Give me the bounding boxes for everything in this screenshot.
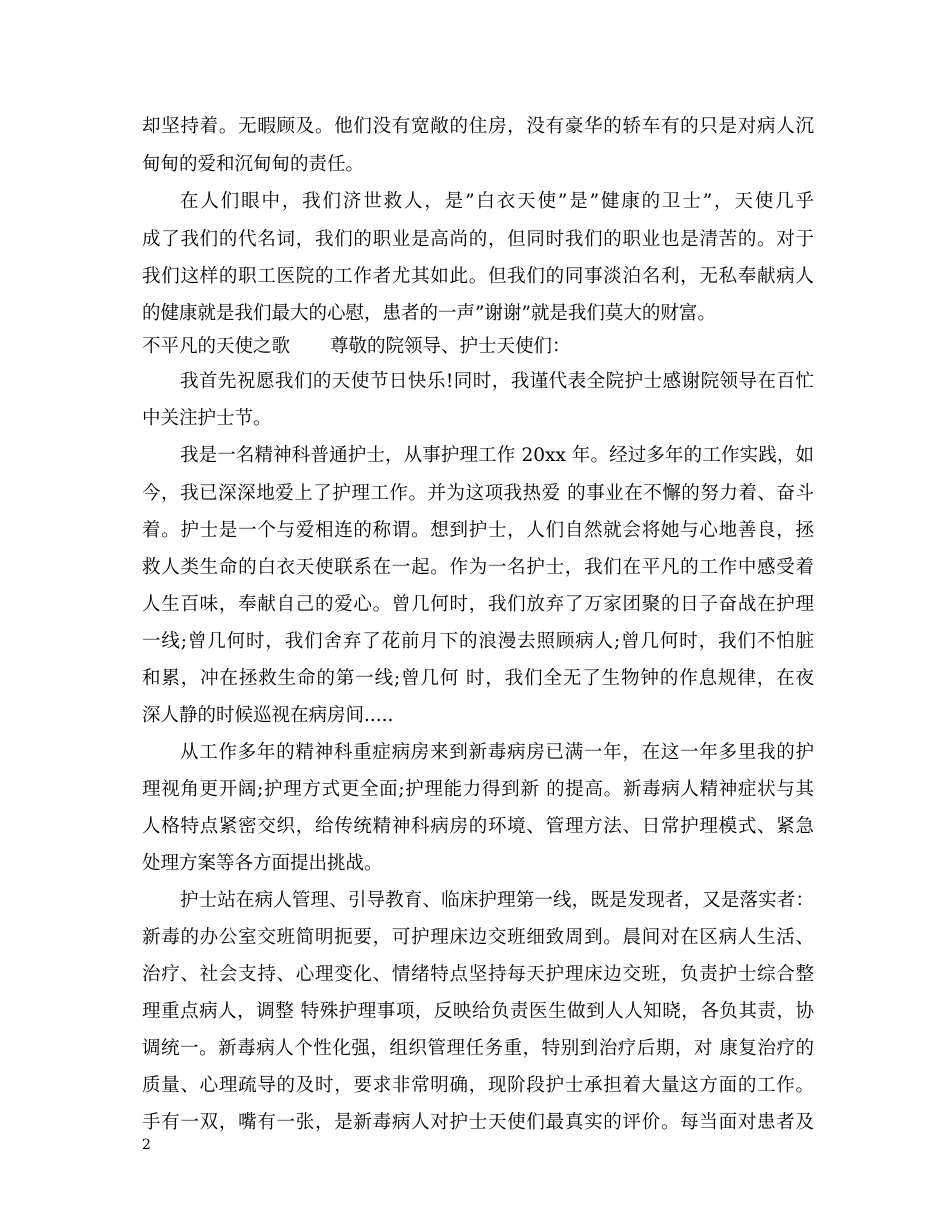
text-line: 新毒的办公室交班简明扼要，可护理床边交班细致周到。晨间对在区病人生活、 <box>142 927 814 948</box>
greeting: 尊敬的院领导、护士天使们： <box>330 336 571 357</box>
text-line: 质量、心理疏导的及时，要求非常明确，现阶段护士承担着大量这方面的工作。 <box>142 1075 814 1096</box>
text-line: 在人们眼中，我们济世救人，是”白衣天使”是”健康的卫士”，天使几乎 <box>180 191 814 212</box>
text-line: 深人静的时候巡视在病房间..... <box>142 705 394 726</box>
text-line: 却坚持着。无暇顾及。他们没有宽敞的住房，没有豪华的轿车有的只是对病人沉 <box>142 116 814 137</box>
text-line: 理视角更开阔;护理方式更全面;护理能力得到新 的提高。新毒病人精神症状与其 <box>142 779 814 800</box>
text-line: 我首先祝愿我们的天使节日快乐!同时，我谨代表全院护士感谢院领导在百忙 <box>180 371 814 392</box>
text-line: 今，我已深深地爱上了护理工作。并为这项我热爱 的事业在不懈的努力着、奋斗 <box>142 483 814 504</box>
text-line: 的健康就是我们最大的心慰，患者的一声”谢谢”就是我们莫大的财富。 <box>142 303 716 324</box>
text-line: 成了我们的代名词，我们的职业是高尚的，但同时我们的职业也是清苦的。对于 <box>142 229 814 250</box>
text-line: 我们这样的职工医院的工作者尤其如此。但我们的同事淡泊名利，无私奉献病人 <box>142 266 814 287</box>
text-line: 着。护士是一个与爱相连的称谓。想到护士，人们自然就会将她与心地善良，拯 <box>142 520 814 541</box>
text-line: 治疗、社会支持、心理变化、情绪特点坚持每天护理床边交班，负责护士综合整 <box>142 964 814 985</box>
text-line: 一线;曾几何时，我们舍弃了花前月下的浪漫去照顾病人;曾几何时，我们不怕脏 <box>142 631 814 652</box>
text-line: 人生百味，奉献自己的爱心。曾几何时，我们放弃了万家团聚的日子奋战在护理 <box>142 594 814 615</box>
text-line: 中关注护士节。 <box>142 408 272 429</box>
text-line: 从工作多年的精神科重症病房来到新毒病房已满一年，在这一年多里我的护 <box>180 742 814 763</box>
text-line: 我是一名精神科普通护士，从事护理工作 20xx 年。经过多年的工作实践，如 <box>180 445 814 466</box>
text-line: 和累，冲在拯救生命的第一线;曾几何 时，我们全无了生物钟的作息规律，在夜 <box>142 668 814 689</box>
section-title: 不平凡的天使之歌 <box>142 336 291 357</box>
text-line: 护士站在病人管理、引导教育、临床护理第一线，既是发现者，又是落实者： <box>180 890 814 911</box>
section-heading-line <box>142 335 814 359</box>
text-line: 救人类生命的白衣天使联系在一起。作为一名护士，我们在平凡的工作中感受着 <box>142 557 814 578</box>
text-line: 甸甸的爱和沉甸甸的责任。 <box>142 154 365 175</box>
text-line: 手有一双，嘴有一张，是新毒病人对护士天使们最真实的评价。每当面对患者及 <box>142 1112 814 1133</box>
text-line: 人格特点紧密交织，给传统精神科病房的环境、管理方法、日常护理模式、紧急 <box>142 816 814 837</box>
text-line: 理重点病人，调整 特殊护理事项，反映给负责医生做到人人知晓，各负其责，协 <box>142 1001 814 1022</box>
page-number: 2 <box>142 1137 151 1153</box>
text-line: 调统一。新毒病人个性化强，组织管理任务重，特别到治疗后期，对 康复治疗的 <box>142 1038 814 1059</box>
text-line: 处理方案等各方面提出挑战。 <box>142 853 383 874</box>
